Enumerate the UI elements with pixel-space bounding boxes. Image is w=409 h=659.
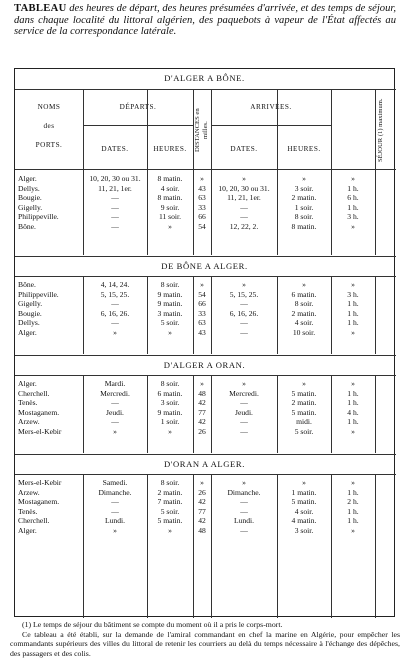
port-name: Bône. <box>18 280 36 289</box>
distance-miles: 42 <box>198 497 206 507</box>
arrival-time: 1 soir. <box>294 202 314 212</box>
departure-time: 8 soir. <box>160 478 180 487</box>
stay-duration: 1 h. <box>347 308 359 318</box>
port-name: Bougie. <box>18 308 42 318</box>
stay-duration: » <box>351 526 355 535</box>
departure-date: » <box>113 526 117 535</box>
distance-miles: 63 <box>198 318 206 328</box>
header-sejour: SÉJOUR (1) maximum. <box>377 98 384 162</box>
departure-time: 11 soir. <box>158 212 182 222</box>
departure-time: » <box>168 526 172 535</box>
arrival-time: 8 matin. <box>291 222 317 231</box>
header-dep-heures: HEURES. <box>153 145 187 153</box>
section-heading: D'ALGER A BÔNE. <box>164 73 245 83</box>
arrival-time: » <box>302 379 306 388</box>
header-noms: NOMS <box>37 103 61 111</box>
arrival-time: 2 matin. <box>291 193 317 203</box>
header-distances: DISTANCES en milles. <box>194 108 209 152</box>
schedule-table <box>14 68 395 617</box>
stay-duration: 1 h. <box>347 516 359 526</box>
stay-duration: » <box>351 379 355 388</box>
departure-time: 8 matin. <box>157 174 183 183</box>
departure-date: — <box>111 417 119 427</box>
departure-date: Dimanche. <box>98 487 132 497</box>
stay-duration: » <box>351 328 355 337</box>
stay-duration: 1 h. <box>347 506 359 516</box>
departure-time: 8 matin. <box>157 193 183 203</box>
column-rule <box>375 89 376 255</box>
departure-date: — <box>111 193 119 203</box>
distance-miles: 26 <box>198 427 206 436</box>
stay-duration: » <box>351 222 355 231</box>
header-des: des <box>43 122 55 130</box>
arrival-time: 3 soir. <box>294 183 314 193</box>
section-heading: D'ORAN A ALGER. <box>164 459 245 469</box>
distance-miles: 42 <box>198 417 206 427</box>
arrival-time: 2 matin. <box>291 398 317 408</box>
section-heading: D'ALGER A ORAN. <box>163 360 246 370</box>
stay-duration: 6 h. <box>347 193 359 203</box>
arrival-date: Mercredi. <box>229 388 259 398</box>
departure-date: » <box>113 328 117 337</box>
departure-time: 3 soir. <box>160 398 180 408</box>
arrival-date: — <box>240 506 248 516</box>
port-name: Tenès. <box>18 398 38 408</box>
departure-date: Lundi. <box>104 516 126 526</box>
distance-miles: 66 <box>198 212 206 222</box>
arrival-date: » <box>242 478 246 487</box>
arrival-date: — <box>240 328 248 337</box>
arrival-date: — <box>240 398 248 408</box>
departure-time: 9 matin. <box>157 299 183 309</box>
arrival-time: » <box>302 174 306 183</box>
stay-duration: » <box>351 427 355 436</box>
arrival-time: 2 matin. <box>291 308 317 318</box>
departure-time: 3 matin. <box>157 308 183 318</box>
departure-date: — <box>111 222 119 231</box>
departure-date: 4, 14, 24. <box>100 280 130 289</box>
distance-miles: 77 <box>198 506 206 516</box>
arrival-date: Jeudi. <box>235 407 253 417</box>
departure-time: 1 soir. <box>160 417 180 427</box>
port-name: Alger. <box>18 379 37 388</box>
departure-date: — <box>111 202 119 212</box>
departure-date: Mercredi. <box>100 388 130 398</box>
port-name: Alger. <box>18 526 37 535</box>
port-name: Dellys. <box>18 183 40 193</box>
departure-date: 11, 21, 1er. <box>98 183 132 193</box>
distance-miles: 77 <box>198 407 206 417</box>
port-name: Alger. <box>18 328 37 337</box>
arrival-date: — <box>240 497 248 507</box>
departure-date: Samedi. <box>102 478 128 487</box>
departure-date: 5, 15, 25. <box>100 289 130 299</box>
arrival-time: 5 matin. <box>291 407 317 417</box>
distance-miles: 26 <box>198 487 206 497</box>
header-arrivees: ARRIVÉES. <box>250 103 292 111</box>
departure-time: 9 matin. <box>157 289 183 299</box>
stay-duration: 1 h. <box>347 398 359 408</box>
distance-miles: 42 <box>198 398 206 408</box>
departure-time: 9 matin. <box>157 407 183 417</box>
arrival-time: » <box>302 280 306 289</box>
arrival-date: 12, 22, 2. <box>229 222 259 231</box>
departure-time: 4 soir. <box>160 183 180 193</box>
stay-duration: » <box>351 174 355 183</box>
arrival-time: 3 soir. <box>294 526 314 535</box>
distance-miles: 42 <box>198 516 206 526</box>
arrival-time: midi. <box>296 417 312 427</box>
arrival-date: — <box>240 318 248 328</box>
arrival-time: » <box>302 478 306 487</box>
arrivees-rule <box>211 125 331 126</box>
port-name: Mostaganem. <box>18 407 60 417</box>
departure-date: — <box>111 212 119 222</box>
arrival-date: » <box>242 174 246 183</box>
stay-duration: 3 h. <box>347 289 359 299</box>
arrival-date: 10, 20, 30 ou 31. <box>218 183 270 193</box>
port-name: Bône. <box>18 222 36 231</box>
section-rule <box>15 256 396 257</box>
arrival-date: — <box>240 212 248 222</box>
distance-miles: 43 <box>198 183 206 193</box>
port-name: Dellys. <box>18 318 40 328</box>
distance-miles: 33 <box>198 308 206 318</box>
arrival-time: 5 matin. <box>291 497 317 507</box>
arrival-date: » <box>242 280 246 289</box>
footnote-sejour: (1) Le temps de séjour du bâtiment se compte du moment où il a pris le corps-mort. <box>22 620 283 629</box>
section-rule <box>15 375 396 376</box>
document-title <box>14 3 396 38</box>
departure-date: — <box>111 497 119 507</box>
arrival-date: — <box>240 417 248 427</box>
section-rule <box>15 474 396 475</box>
distance-miles: » <box>200 174 204 183</box>
port-name: Arzew. <box>18 487 40 497</box>
port-name: Gigelly. <box>18 299 43 309</box>
stay-duration: 1 h. <box>347 202 359 212</box>
departure-time: 5 matin. <box>157 516 183 526</box>
stay-duration: 1 h. <box>347 388 359 398</box>
port-name: Mostaganem. <box>18 497 60 507</box>
distance-miles: 54 <box>198 289 206 299</box>
distance-miles: 48 <box>198 526 206 535</box>
arrival-time: 6 matin. <box>291 289 317 299</box>
arrival-date: 6, 16, 26. <box>229 308 259 318</box>
stay-duration: 4 h. <box>347 407 359 417</box>
stay-duration: 1 h. <box>347 417 359 427</box>
port-name: Tenès. <box>18 506 38 516</box>
departure-date: — <box>111 506 119 516</box>
arrival-date: 5, 15, 25. <box>229 289 259 299</box>
title-text: des heures de départ, des heures présumées d'arrivée, et des temps de séjour, dans chaque localité du littoral algérien, des paquebots à vapeur de l'État affectés au service de la correspondance latérale. <box>14 3 396 38</box>
departure-time: 2 matin. <box>157 487 183 497</box>
departure-time: 6 matin. <box>157 388 183 398</box>
distance-miles: 63 <box>198 193 206 203</box>
header-dep-dates: DATES. <box>101 145 129 153</box>
arrival-date: » <box>242 379 246 388</box>
stay-duration: 1 h. <box>347 487 359 497</box>
stay-duration: 1 h. <box>347 183 359 193</box>
distance-miles: 33 <box>198 202 206 212</box>
column-rule <box>375 375 376 453</box>
departure-date: » <box>113 427 117 436</box>
port-name: Alger. <box>18 174 37 183</box>
header-top-rule <box>15 89 396 90</box>
distance-miles: 66 <box>198 299 206 309</box>
distance-miles: » <box>200 280 204 289</box>
departure-date: Jeudi. <box>106 407 124 417</box>
header-arr-dates: DATES. <box>230 145 258 153</box>
distance-miles: » <box>200 379 204 388</box>
port-name: Cherchell. <box>18 516 50 526</box>
arrival-time: 4 soir. <box>294 318 314 328</box>
departure-time: 9 soir. <box>160 202 180 212</box>
departure-date: 10, 20, 30 ou 31. <box>89 174 141 183</box>
arrival-time: 4 soir. <box>294 506 314 516</box>
arrival-date: Dimanche. <box>227 487 261 497</box>
departure-time: 8 soir. <box>160 379 180 388</box>
distance-miles: 54 <box>198 222 206 231</box>
arrival-date: — <box>240 299 248 309</box>
header-bottom-rule <box>15 169 396 170</box>
port-name: Gigelly. <box>18 202 43 212</box>
port-name: Mers-el-Kebir <box>18 427 62 436</box>
departure-time: 7 matin. <box>157 497 183 507</box>
section-heading: DE BÔNE A ALGER. <box>161 261 248 271</box>
arrival-time: 5 matin. <box>291 388 317 398</box>
arrival-date: — <box>240 427 248 436</box>
stay-duration: 1 h. <box>347 318 359 328</box>
arrival-date: — <box>240 526 248 535</box>
stay-duration: » <box>351 280 355 289</box>
stay-duration: 2 h. <box>347 497 359 507</box>
header-ports: PORTS. <box>35 141 63 149</box>
distance-miles: 48 <box>198 388 206 398</box>
arrival-time: 4 matin. <box>291 516 317 526</box>
column-rule <box>375 474 376 618</box>
header-departs: DÉPARTS. <box>119 103 157 111</box>
arrival-date: 11, 21, 1er. <box>227 193 261 203</box>
departure-date: — <box>111 318 119 328</box>
departure-date: 6, 16, 26. <box>100 308 130 318</box>
section-rule <box>15 355 396 356</box>
departure-time: » <box>168 222 172 231</box>
port-name: Cherchell. <box>18 388 50 398</box>
arrival-time: 8 soir. <box>294 212 314 222</box>
arrival-time: 10 soir. <box>292 328 316 337</box>
section-rule <box>15 276 396 277</box>
departure-date: — <box>111 299 119 309</box>
departure-time: » <box>168 328 172 337</box>
arrival-date: Lundi. <box>233 516 255 526</box>
port-name: Philippeville. <box>18 289 59 299</box>
departure-time: 5 soir. <box>160 318 180 328</box>
arrival-time: 8 soir. <box>294 299 314 309</box>
distance-miles: » <box>200 478 204 487</box>
title-lead: TABLEAU <box>14 3 67 14</box>
arrival-time: 1 matin. <box>291 487 317 497</box>
header-arr-heures: HEURES. <box>287 145 321 153</box>
section-rule <box>15 454 396 455</box>
departure-time: 8 soir. <box>160 280 180 289</box>
distance-miles: 43 <box>198 328 206 337</box>
departs-rule <box>83 125 193 126</box>
column-rule <box>375 276 376 354</box>
departure-date: Mardi. <box>104 379 126 388</box>
port-name: Arzew. <box>18 417 40 427</box>
port-name: Philippeville. <box>18 212 59 222</box>
arrival-date: — <box>240 202 248 212</box>
port-name: Mers-el-Kebir <box>18 478 62 487</box>
stay-duration: 1 h. <box>347 299 359 309</box>
departure-time: 5 soir. <box>160 506 180 516</box>
port-name: Bougie. <box>18 193 42 203</box>
footnotes <box>10 620 400 659</box>
stay-duration: » <box>351 478 355 487</box>
footnote-note: Ce tableau a été établi, sur la demande de l'amiral commandant en chef la marine en Algérie, pour empêcher les commandants supérieurs des villes du littoral de retenir les courriers au delà du temps nécessaire à l'échange des dépêches, des passagers et des colis. <box>10 630 400 658</box>
arrival-time: 5 soir. <box>294 427 314 436</box>
departure-time: » <box>168 427 172 436</box>
stay-duration: 3 h. <box>347 212 359 222</box>
departure-date: — <box>111 398 119 408</box>
